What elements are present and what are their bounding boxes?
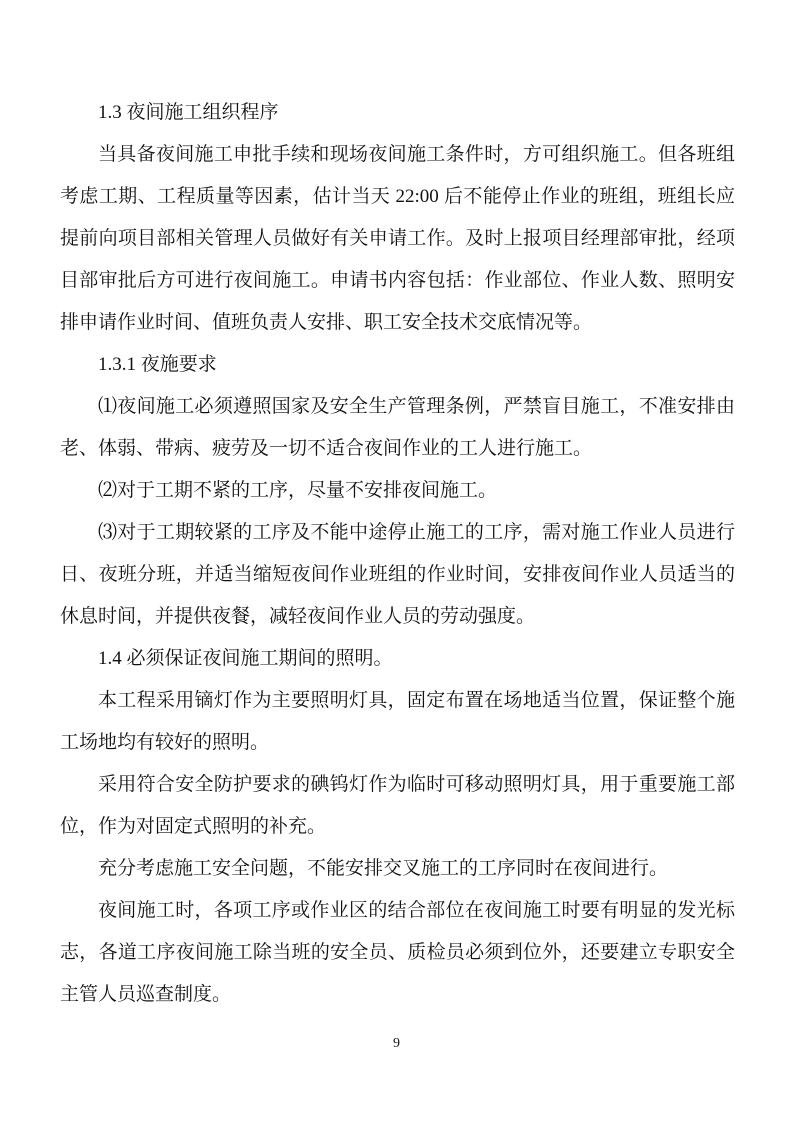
paragraph: 本工程采用镝灯作为主要照明灯具，固定布置在场地适当位置，保证整个施工场地均有较好的照明。 xyxy=(60,690,735,753)
section-heading: 1.3 夜间施工组织程序 xyxy=(98,102,279,123)
paragraph: ⑵对于工期不紧的工序，尽量不安排夜间施工。 xyxy=(98,480,498,501)
paragraph: 当具备夜间施工申批手续和现场夜间施工条件时，方可组织施工。但各班组考虑工期、工程质量等因素，估计当天 22:00 后不能停止作业的班组，班组长应提前向项目部相关管理人员做好有关申请工作。及时上报项目经理部审批，经项目部审批后方可进行夜间施工。申请书内容包括：作业部位、作业人数、照明安排申请作业时间、值班负责人安排、职工安全技术交底情况等。 xyxy=(60,144,735,333)
paragraph: 采用符合安全防护要求的碘钨灯作为临时可移动照明灯具，用于重要施工部位，作为对固定式照明的补充。 xyxy=(60,774,735,837)
section-heading: 1.3.1 夜施要求 xyxy=(98,354,217,375)
paragraph: ⑶对于工期较紧的工序及不能中途停止施工的工序，需对施工作业人员进行日、夜班分班，并适当缩短夜间作业班组的作业时间，安排夜间作业人员适当的休息时间，并提供夜餐，减轻夜间作业人员的劳动强度。 xyxy=(60,522,735,627)
paragraph: 充分考虑施工安全问题，不能安排交叉施工的工序同时在夜间进行。 xyxy=(98,858,669,879)
page-number: 9 xyxy=(393,1036,400,1051)
section-heading: 1.4 必须保证夜间施工期间的照明。 xyxy=(98,648,393,669)
paragraph: ⑴夜间施工必须遵照国家及安全生产管理条例，严禁盲目施工，不准安排由老、体弱、带病、疲劳及一切不适合夜间作业的工人进行施工。 xyxy=(60,396,735,459)
paragraph: 夜间施工时，各项工序或作业区的结合部位在夜间施工时要有明显的发光标志，各道工序夜间施工除当班的安全员、质检员必须到位外，还要建立专职安全主管人员巡查制度。 xyxy=(60,900,735,1005)
document-body xyxy=(60,92,735,1016)
